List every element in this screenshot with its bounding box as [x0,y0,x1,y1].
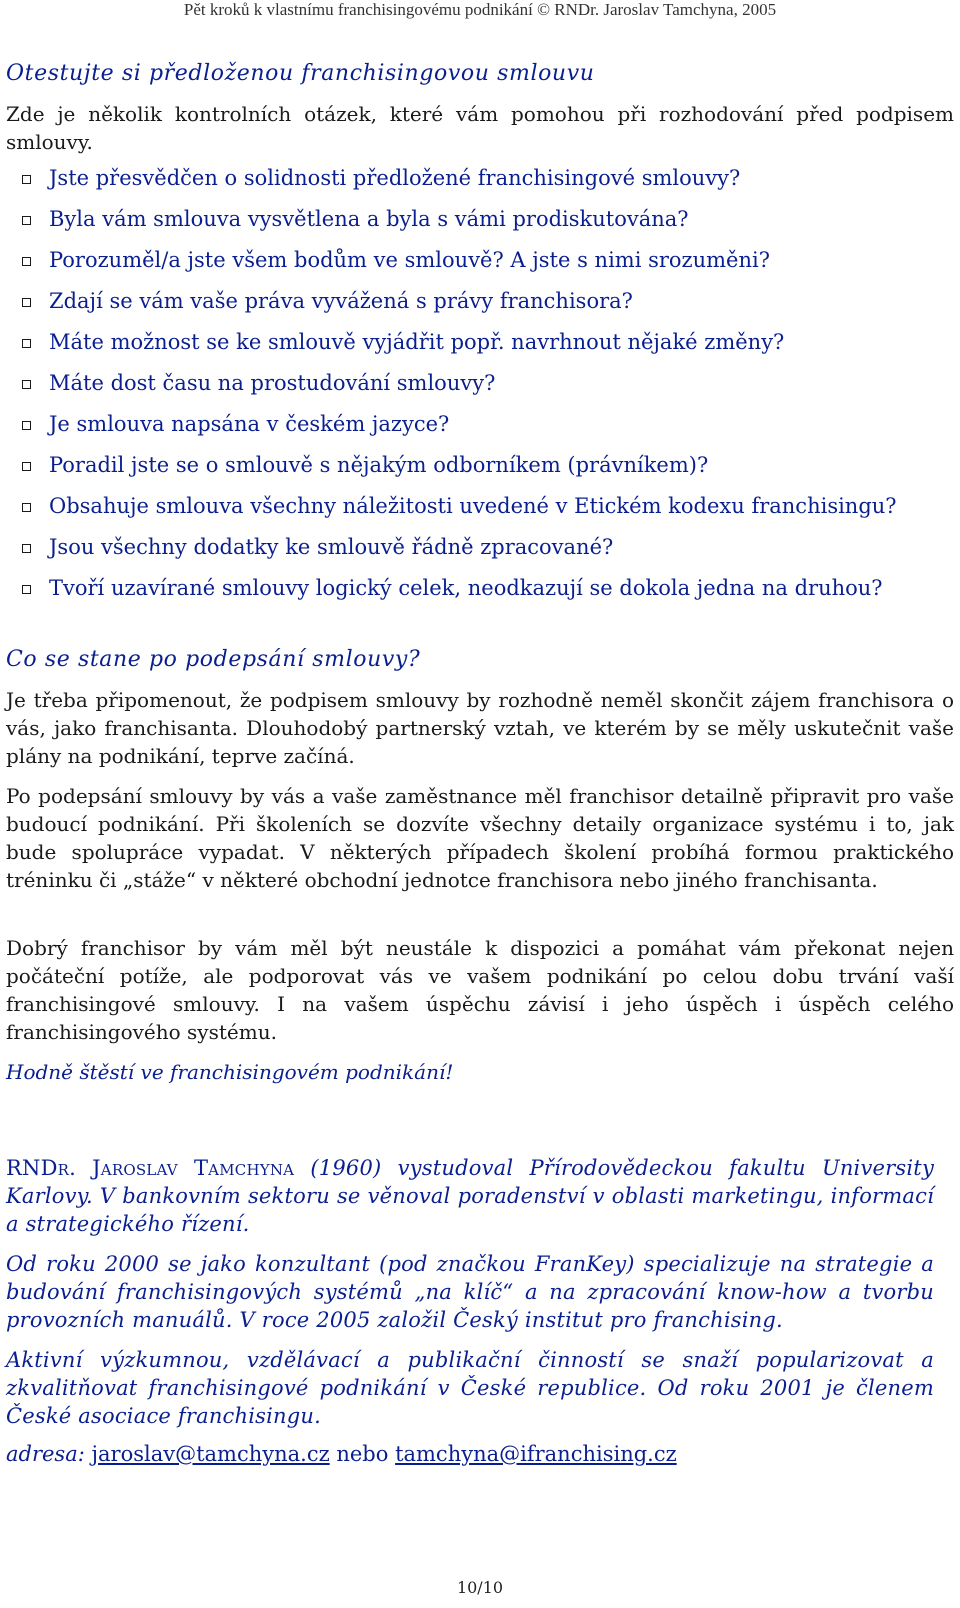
checklist-item[interactable]: Jsou všechny dodatky ke smlouvě řádně zpracované? [0,533,897,574]
page-header: Pět kroků k vlastnímu franchisingovému podnikání © RNDr. Jaroslav Tamchyna, 2005 [183,0,777,19]
checklist-item[interactable]: Obsahuje smlouva všechny náležitosti uvedené v Etickém kodexu franchisingu? [0,492,897,533]
checklist [0,164,897,615]
author-name: RNDr. Jaroslav Tamchyna [6,1156,295,1180]
address-label: adresa: [6,1442,85,1466]
author-bio-paragraph: Od roku 2000 se jako konzultant (pod značkou FranKey) specializuje na strategie a budování franchisingových systémů „na klíč“ a na zpracování know-how a tvorbu provozních manuálů. V roce 2005 založil Český institut pro franchising. [6,1252,934,1332]
body-paragraph: Je třeba připomenout, že podpisem smlouvy by rozhodně neměl skončit zájem franchisora o vás, jako franchisanta. Dlouhodobý partnerský vztah, ve kterém by se měly uskutečnit vaše plány na podnikání, teprve začíná. [6,688,954,768]
closing-wish: Hodně štěstí ve franchisingovém podnikání! [6,1060,454,1084]
checklist-item[interactable]: Je smlouva napsána v českém jazyce? [0,410,897,451]
checkbox-icon[interactable] [22,380,31,389]
checkbox-icon[interactable] [22,298,31,307]
intro-paragraph: Zde je několik kontrolních otázek, které vám pomohou při rozhodování před podpisem smlouvy. [6,102,954,154]
checklist-item[interactable]: Jste přesvědčen o solidnosti předložené franchisingové smlouvy? [0,164,897,205]
checklist-item[interactable]: Byla vám smlouva vysvětlena a byla s vámi prodiskutována? [0,205,897,246]
body-paragraph: Dobrý franchisor by vám měl být neustále k dispozici a pomáhat vám překonat nejen počáteční potíže, ale podporovat vás ve vašem podnikání po celou dobu trvání vaší franchisingové smlouvy. I na vašem úspěchu závisí i jeho úspěch i úspěch celého franchisingového systému. [6,936,954,1044]
checklist-item[interactable]: Porozuměl/a jste všem bodům ve smlouvě? A jste s nimi srozuměni? [0,246,897,287]
checkbox-icon[interactable] [22,503,31,512]
email-link-secondary[interactable]: tamchyna@ifranchising.cz [395,1442,677,1466]
contact-address [6,1440,677,1468]
checkbox-icon[interactable] [22,421,31,430]
section-title-test-contract: Otestujte si předloženou franchisingovou smlouvu [6,61,595,86]
checkbox-icon[interactable] [22,339,31,348]
page-number: 10/10 [456,1578,504,1597]
checklist-item[interactable]: Máte možnost se ke smlouvě vyjádřit popř. navrhnout nějaké změny? [0,328,897,369]
checkbox-icon[interactable] [22,216,31,225]
body-paragraph: Po podepsání smlouvy by vás a vaše zaměstnance měl franchisor detailně připravit pro vaše budoucí podnikání. Při školeních se dozvíte všechny detaily organizace systému i to, jak bude spolupráce vypadat. V některých případech školení probíhá formou praktického tréninku či „stáže“ v některé obchodní jednotce franchisora nebo jiného franchisanta. [6,784,954,892]
checklist-item[interactable]: Zdají se vám vaše práva vyvážená s právy franchisora? [0,287,897,328]
checkbox-icon[interactable] [22,462,31,471]
section-title-after-signing: Co se stane po podepsání smlouvy? [6,647,421,672]
checkbox-icon[interactable] [22,175,31,184]
checkbox-icon[interactable] [22,257,31,266]
address-separator: nebo [329,1442,396,1466]
checkbox-icon[interactable] [22,585,31,594]
email-link-primary[interactable]: jaroslav@tamchyna.cz [91,1442,330,1466]
checkbox-icon[interactable] [22,544,31,553]
checklist-item[interactable]: Tvoří uzavírané smlouvy logický celek, neodkazují se dokola jedna na druhou? [0,574,897,615]
author-bio-paragraph: Aktivní výzkumnou, vzdělávací a publikační činností se snaží popularizovat a zkvalitňovat franchisingové podnikání v České republice. Od roku 2001 je členem České asociace franchisingu. [6,1348,934,1428]
checklist-item[interactable]: Máte dost času na prostudování smlouvy? [0,369,897,410]
checklist-item[interactable]: Poradil jste se o smlouvě s nějakým odborníkem (právníkem)? [0,451,897,492]
author-bio-paragraph: RNDr. Jaroslav Tamchyna (1960) vystudoval Přírodovědeckou fakultu University Karlovy. V bankovním sektoru se věnoval poradenství v oblasti marketingu, informací a strategického řízení. [6,1156,935,1236]
